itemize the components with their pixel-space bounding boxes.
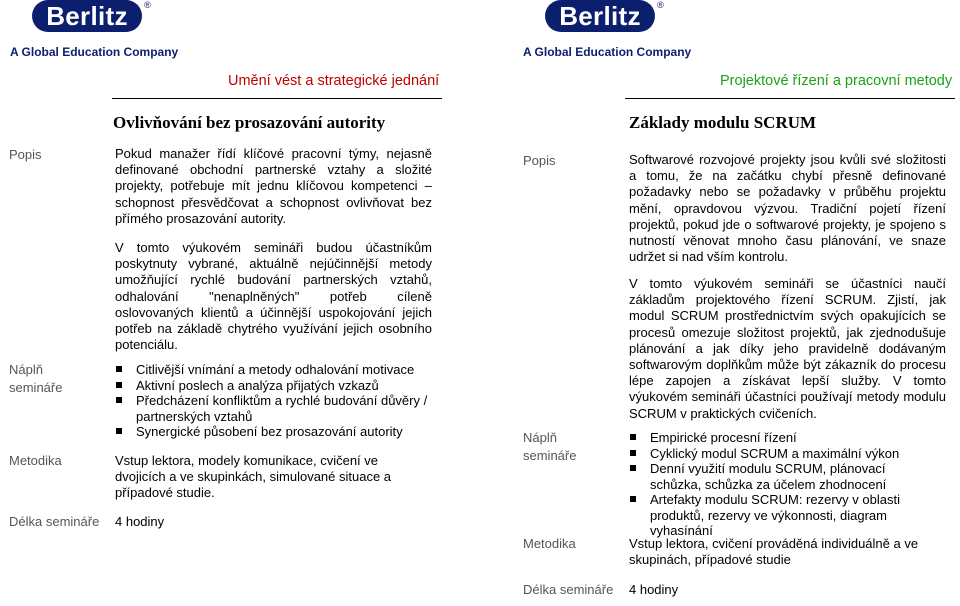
- popis-paragraph-2: V tomto výukovém semináři se účastníci naučí základům projektového řízení SCRUM. Zjistí, jak modul SCRUM prostřednictvím svých opakujících se procesů omezuje složitost projektů, jak zjednodušuje plánování a jak díky jeho pravidelně dodávaným softwarovým doplňkům může být zákazník do procesu lépe zapojen a získávat lepší služby. V tomto výukovém semináři účastníci používají metody modulu SCRUM v praktických cvičeních.: [629, 276, 946, 421]
- list-item: Artefakty modulu SCRUM: rezervy v oblasti produktů, rezervy ve výkonnosti, diagram vyhasínání: [629, 492, 945, 539]
- delka-text: 4 hodiny: [629, 582, 679, 597]
- label-popis: Popis: [523, 153, 556, 168]
- label-naplne: Náplň semináře: [523, 430, 577, 463]
- metodika-text: Vstup lektora, modely komunikace, cvičení ve dvojicích a ve skupinkách, simulované situace a případové studie.: [115, 453, 392, 501]
- list-item: Předcházení konfliktům a rychlé budování důvěry / partnerských vztahů: [115, 393, 436, 424]
- tagline: A Global Education Company: [523, 45, 692, 59]
- label-naplne: Náplň semináře: [9, 362, 63, 395]
- naplne-list: [115, 362, 435, 440]
- bullet-icon: [630, 465, 636, 471]
- course-name: Umění vést a strategické jednání: [228, 73, 440, 89]
- berlitz-logo: Berlitz ®: [32, 0, 142, 32]
- page-title: Ovlivňování bez prosazování autority: [113, 113, 386, 132]
- naplne-list: [629, 430, 945, 539]
- list-item: Synergické působení bez prosazování autority: [115, 424, 435, 440]
- bullet-icon: [116, 366, 122, 372]
- list-item: Empirické procesní řízení: [629, 430, 945, 446]
- delka-text: 4 hodiny: [115, 514, 165, 529]
- list-item: Citlivější vnímání a metody odhalování motivace: [115, 362, 435, 378]
- label-metodika: Metodika: [9, 453, 62, 468]
- logo-text: Berlitz: [559, 1, 641, 31]
- bullet-icon: [630, 496, 636, 502]
- label-delka: Délka semináře: [9, 514, 100, 529]
- logo-text: Berlitz: [46, 1, 128, 31]
- popis-paragraph-2: V tomto výukovém semináři budou účastníkům poskytnuty vybrané, aktuálně nejúčinnější metody umožňující rychlé budování partnerských vztahů, odhalování "nenaplněných" potřeb cíleně oslovovaných klientů a účinnější uspokojování jejich potřeb na základě chytrého využívání jejich osobního potenciálu.: [115, 240, 432, 353]
- course-name: Projektové řízení a pracovní metody: [720, 73, 953, 89]
- bullet-icon: [630, 450, 636, 456]
- berlitz-logo: Berlitz ®: [545, 0, 655, 32]
- divider-line: [112, 98, 442, 99]
- metodika-text: Vstup lektora, cvičení prováděná individuálně a ve skupinách, případové studie: [629, 536, 919, 568]
- bullet-icon: [116, 397, 122, 403]
- popis-paragraph-1: Pokud manažer řídí klíčové pracovní týmy, nejasně definované obchodní partnerské vztahy a složité projekty, potřebuje mít jednu klíčovou kompetenci – schopnost přesvědčovat a schopnost ovlivňovat bez přímého prosazování autority.: [115, 146, 432, 226]
- label-delka: Délka semináře: [523, 582, 614, 597]
- page-title: Základy modulu SCRUM: [629, 113, 817, 132]
- bullet-icon: [630, 434, 636, 440]
- bullet-icon: [116, 428, 122, 434]
- label-metodika: Metodika: [523, 536, 576, 551]
- list-item: Cyklický modul SCRUM a maximální výkon: [629, 446, 945, 462]
- label-popis: Popis: [9, 147, 42, 162]
- bullet-icon: [116, 382, 122, 388]
- tagline: A Global Education Company: [10, 45, 179, 59]
- list-item: Denní využití modulu SCRUM, plánovací schůzka, schůzka za účelem zhodnocení: [629, 461, 940, 492]
- divider-line: [625, 98, 955, 99]
- popis-paragraph-1: Softwarové rozvojové projekty jsou kvůli své složitosti a tomu, že na začátku chybí přesně definované požadavky nebo se požadavky v průběhu projektu mění, opravdovou výzvou. Tradiční pojetí řízení projektů, pokud jde o softwarové projekty, je spojeno s nutností věnovat mnoho času plánování, ve snaze udržet si nad vším kontrolu.: [629, 152, 946, 265]
- list-item: Aktivní poslech a analýza přijatých vzkazů: [115, 378, 435, 394]
